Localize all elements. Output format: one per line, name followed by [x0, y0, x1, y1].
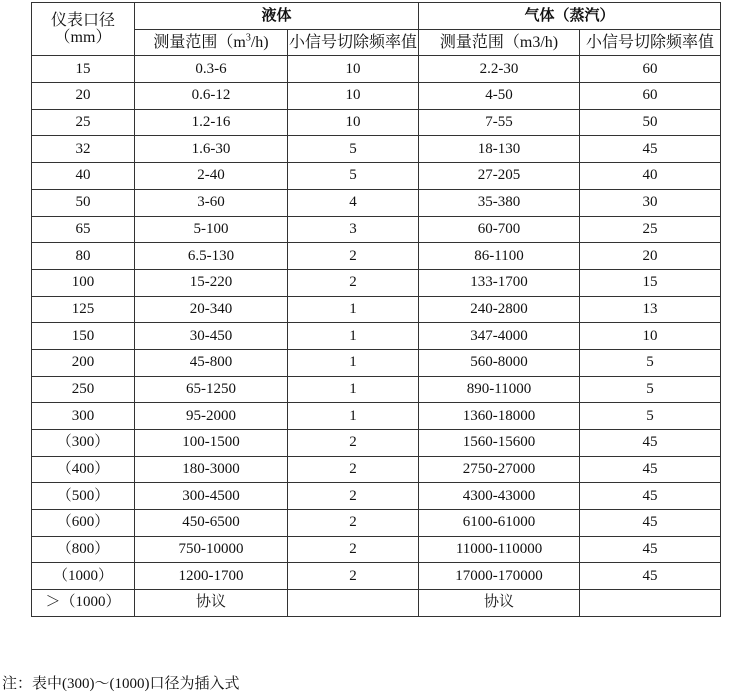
liquid-cutoff-cell: 4: [288, 189, 419, 216]
header-diameter: [32, 3, 135, 56]
liquid-range-cell: 0.6-12: [135, 83, 288, 110]
gas-range-cell: 17000-170000: [419, 563, 580, 590]
gas-range-cell: 2750-27000: [419, 456, 580, 483]
header-row-group: [32, 3, 721, 30]
liquid-cutoff-cell: 2: [288, 456, 419, 483]
diameter-cell: 40: [32, 163, 135, 190]
diameter-cell: （400）: [32, 456, 135, 483]
gas-range-cell: 1360-18000: [419, 403, 580, 430]
liquid-cutoff-cell: 2: [288, 243, 419, 270]
diameter-cell: （800）: [32, 536, 135, 563]
diameter-cell: 80: [32, 243, 135, 270]
table-row: [32, 456, 721, 483]
liquid-cutoff-cell: 2: [288, 536, 419, 563]
gas-range-cell: 560-8000: [419, 349, 580, 376]
gas-cutoff-cell: 60: [580, 83, 721, 110]
table-row: [32, 483, 721, 510]
header-range-gas: 测量范围（m3/h): [419, 29, 580, 56]
header-range-liquid-sup: 3: [245, 32, 251, 44]
diameter-cell: ＞（1000）: [32, 590, 135, 617]
liquid-range-cell: 5-100: [135, 216, 288, 243]
liquid-range-cell: 30-450: [135, 323, 288, 350]
gas-range-cell: 协议: [419, 590, 580, 617]
liquid-range-cell: 65-1250: [135, 376, 288, 403]
liquid-range-cell: 180-3000: [135, 456, 288, 483]
diameter-cell: 50: [32, 189, 135, 216]
gas-range-cell: 35-380: [419, 189, 580, 216]
header-liquid: 液体: [135, 3, 419, 30]
gas-cutoff-cell: 45: [580, 456, 721, 483]
gas-cutoff-cell: 13: [580, 296, 721, 323]
diameter-cell: 65: [32, 216, 135, 243]
gas-cutoff-cell: 45: [580, 483, 721, 510]
liquid-range-cell: 2-40: [135, 163, 288, 190]
gas-cutoff-cell: 45: [580, 430, 721, 457]
liquid-range-cell: 300-4500: [135, 483, 288, 510]
header-row-sub: [32, 29, 721, 56]
table-row: [32, 163, 721, 190]
liquid-cutoff-cell: 2: [288, 483, 419, 510]
diameter-cell: （600）: [32, 510, 135, 537]
gas-cutoff-cell: 50: [580, 109, 721, 136]
diameter-cell: 100: [32, 269, 135, 296]
gas-cutoff-cell: 40: [580, 163, 721, 190]
diameter-cell: 20: [32, 83, 135, 110]
liquid-cutoff-cell: 10: [288, 109, 419, 136]
table-row: [32, 323, 721, 350]
gas-range-cell: 60-700: [419, 216, 580, 243]
diameter-cell: 25: [32, 109, 135, 136]
gas-cutoff-cell: 45: [580, 510, 721, 537]
table-row: [32, 83, 721, 110]
liquid-range-cell: 450-6500: [135, 510, 288, 537]
liquid-cutoff-cell: 2: [288, 430, 419, 457]
liquid-cutoff-cell: 3: [288, 216, 419, 243]
gas-cutoff-cell: 10: [580, 323, 721, 350]
liquid-cutoff-cell: [288, 590, 419, 617]
liquid-range-cell: 100-1500: [135, 430, 288, 457]
liquid-cutoff-cell: 2: [288, 269, 419, 296]
gas-cutoff-cell: 5: [580, 376, 721, 403]
gas-range-cell: 7-55: [419, 109, 580, 136]
liquid-cutoff-cell: 1: [288, 296, 419, 323]
gas-range-cell: 1560-15600: [419, 430, 580, 457]
liquid-cutoff-cell: 5: [288, 163, 419, 190]
liquid-range-cell: 1.6-30: [135, 136, 288, 163]
table-row: [32, 296, 721, 323]
diameter-cell: 200: [32, 349, 135, 376]
liquid-cutoff-cell: 1: [288, 323, 419, 350]
liquid-range-cell: 20-340: [135, 296, 288, 323]
liquid-range-cell: 95-2000: [135, 403, 288, 430]
gas-cutoff-cell: 45: [580, 136, 721, 163]
gas-range-cell: 4-50: [419, 83, 580, 110]
header-diameter-unit: （mm）: [54, 29, 112, 47]
diameter-cell: （1000）: [32, 563, 135, 590]
gas-cutoff-cell: 30: [580, 189, 721, 216]
diameter-cell: 32: [32, 136, 135, 163]
gas-cutoff-cell: 5: [580, 349, 721, 376]
spec-table-body: [32, 3, 721, 617]
gas-cutoff-cell: 45: [580, 563, 721, 590]
table-row: [32, 510, 721, 537]
liquid-cutoff-cell: 2: [288, 510, 419, 537]
liquid-range-cell: 1.2-16: [135, 109, 288, 136]
gas-cutoff-cell: 20: [580, 243, 721, 270]
table-row: [32, 349, 721, 376]
gas-cutoff-cell: 60: [580, 56, 721, 83]
gas-cutoff-cell: 15: [580, 269, 721, 296]
table-row: [32, 243, 721, 270]
diameter-cell: 250: [32, 376, 135, 403]
diameter-cell: 300: [32, 403, 135, 430]
header-diameter-label: 仪表口径: [50, 12, 115, 30]
liquid-cutoff-cell: 10: [288, 56, 419, 83]
diameter-cell: （300）: [32, 430, 135, 457]
liquid-cutoff-cell: 5: [288, 136, 419, 163]
diameter-cell: （500）: [32, 483, 135, 510]
header-range-liquid-prefix: 测量范围（m: [153, 34, 246, 52]
liquid-range-cell: 15-220: [135, 269, 288, 296]
table-row: [32, 136, 721, 163]
header-cutoff-liquid: 小信号切除频率值: [288, 29, 419, 56]
liquid-cutoff-cell: 1: [288, 403, 419, 430]
gas-range-cell: 11000-110000: [419, 536, 580, 563]
diameter-cell: 125: [32, 296, 135, 323]
table-row: [32, 563, 721, 590]
table-row: [32, 56, 721, 83]
table-row: [32, 536, 721, 563]
gas-cutoff-cell: 5: [580, 403, 721, 430]
gas-range-cell: 133-1700: [419, 269, 580, 296]
liquid-cutoff-cell: 2: [288, 563, 419, 590]
table-row: [32, 376, 721, 403]
liquid-range-cell: 6.5-130: [135, 243, 288, 270]
liquid-range-cell: 750-10000: [135, 536, 288, 563]
gas-range-cell: 890-11000: [419, 376, 580, 403]
header-range-liquid-suffix: /h): [250, 34, 269, 52]
diameter-cell: 15: [32, 56, 135, 83]
gas-range-cell: 347-4000: [419, 323, 580, 350]
liquid-cutoff-cell: 1: [288, 349, 419, 376]
spec-table: [31, 2, 721, 617]
gas-range-cell: 4300-43000: [419, 483, 580, 510]
table-row: [32, 216, 721, 243]
table-row: [32, 189, 721, 216]
table-row-last: [32, 590, 721, 617]
table-note: 注：表中(300)～(1000)口径为插入式: [2, 676, 240, 692]
diameter-cell: 150: [32, 323, 135, 350]
header-cutoff-gas: 小信号切除频率值: [580, 29, 721, 56]
gas-range-cell: 18-130: [419, 136, 580, 163]
table-row: [32, 403, 721, 430]
liquid-range-cell: 45-800: [135, 349, 288, 376]
liquid-range-cell: 0.3-6: [135, 56, 288, 83]
gas-range-cell: 6100-61000: [419, 510, 580, 537]
liquid-range-cell: 3-60: [135, 189, 288, 216]
liquid-range-cell: 协议: [135, 590, 288, 617]
liquid-range-cell: 1200-1700: [135, 563, 288, 590]
gas-range-cell: 2.2-30: [419, 56, 580, 83]
gas-range-cell: 86-1100: [419, 243, 580, 270]
gas-cutoff-cell: [580, 590, 721, 617]
table-row: [32, 269, 721, 296]
gas-cutoff-cell: 25: [580, 216, 721, 243]
header-range-liquid: [135, 29, 288, 56]
liquid-cutoff-cell: 10: [288, 83, 419, 110]
gas-cutoff-cell: 45: [580, 536, 721, 563]
header-gas: 气体（蒸汽）: [419, 3, 721, 30]
table-row: [32, 109, 721, 136]
gas-range-cell: 27-205: [419, 163, 580, 190]
gas-range-cell: 240-2800: [419, 296, 580, 323]
liquid-cutoff-cell: 1: [288, 376, 419, 403]
table-row: [32, 430, 721, 457]
